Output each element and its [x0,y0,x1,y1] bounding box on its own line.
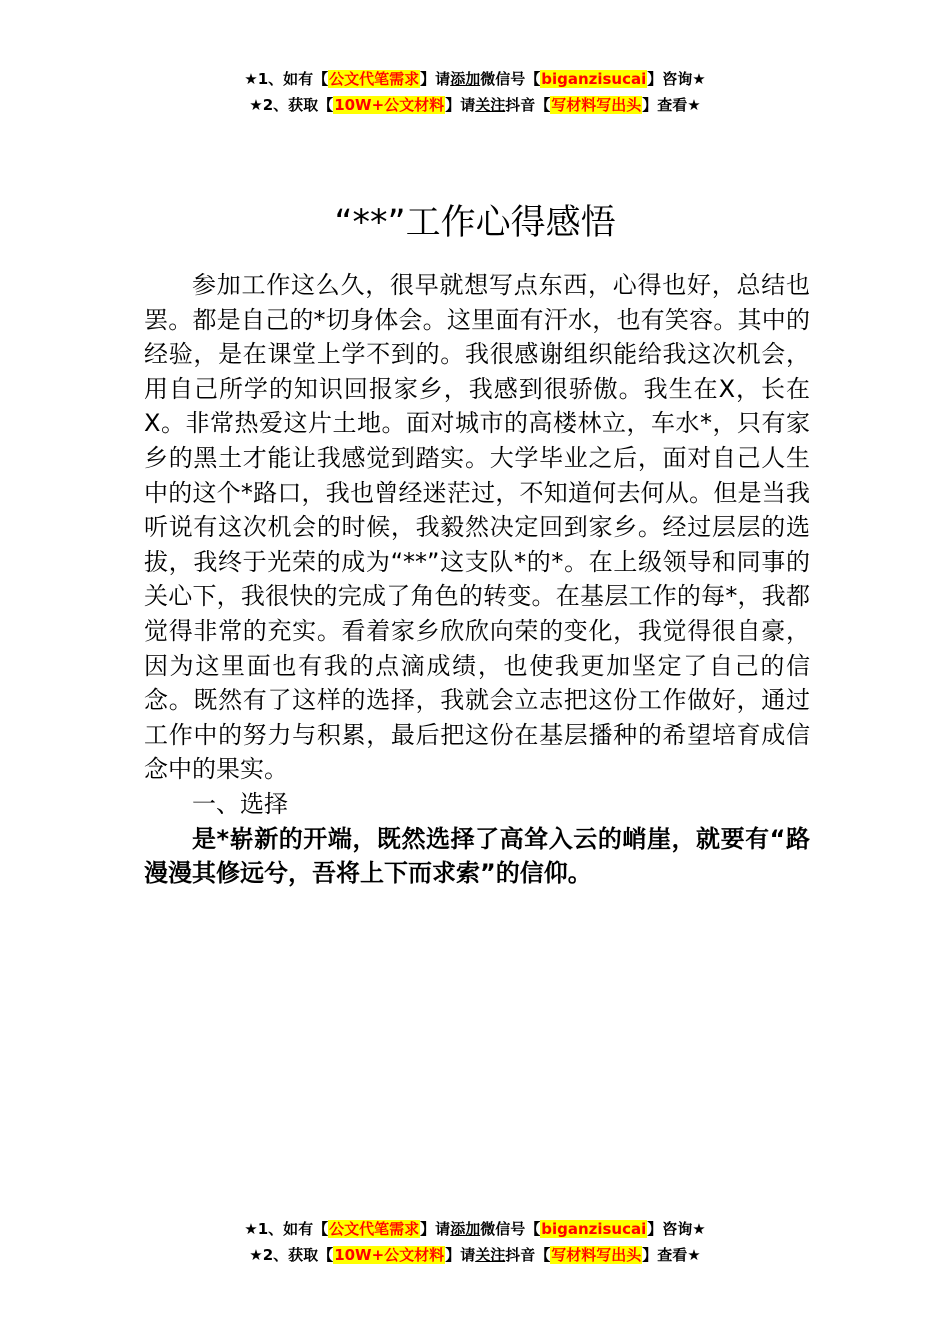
footer-ad-line-2 [0,1242,950,1268]
document-title: “**”工作心得感悟 [334,203,616,244]
ad-highlight: 10W+公文材料 [334,96,445,114]
ad-text: ★2、获取【 [249,96,334,114]
ad-underlined-text: 添加 [450,1220,481,1238]
ad-highlight: 公文代笔需求 [329,1220,420,1238]
ad-text: 抖音【 [505,96,551,114]
ad-text: 】查看★ [642,1246,701,1264]
document-body [144,268,810,891]
bold-paragraph: 是*崭新的开端，既然选择了高耸入云的峭崖，就要有“路漫漫其修远兮，吾将上下而求索”的信仰。 [144,824,810,888]
ad-douyin-id: 写材料写出头 [551,1246,642,1264]
ad-text: 抖音【 [505,1246,551,1264]
ad-text: ★1、如有【 [244,70,329,88]
ad-text: 】咨询★ [647,1220,706,1238]
ad-text: 】请 [445,1246,476,1264]
footer-ad-line-1 [0,1216,950,1242]
header-ad-line-1 [0,66,950,92]
ad-highlight: 10W+公文材料 [334,1246,445,1264]
ad-highlight: 公文代笔需求 [329,70,420,88]
ad-underlined-text: 关注 [475,1246,506,1264]
header-ad-line-2 [0,92,950,118]
ad-text: 】咨询★ [647,70,706,88]
ad-wechat-id: biganzisucai [541,70,647,88]
ad-underlined-text: 添加 [450,70,481,88]
body-paragraph: 参加工作这么久，很早就想写点东西，心得也好，总结也罢。都是自己的*切身体会。这里面有汗水，也有笑容。其中的经验，是在课堂上学不到的。我很感谢组织能给我这次机会，用自己所学的知识回报家乡，我感到很骄傲。我生在X，长在X。非常热爱这片土地。面对城市的高楼林立，车水*，只有家乡的黑土才能让我感觉到踏实。大学毕业之后，面对自己人生中的这个*路口，我也曾经迷茫过，不知道何去何从。但是当我听说有这次机会的时候，我毅然决定回到家乡。经过层层的选拔，我终于光荣的成为“**”这支队*的*。在上级领导和同事的关心下，我很快的完成了角色的转变。在基层工作的每*，我都觉得非常的充实。看着家乡欣欣向荣的变化，我觉得很自豪，因为这里面也有我的点滴成绩，也使我更加坚定了自己的信念。既然有了这样的选择，我就会立志把这份工作做好，通过工作中的努力与积累，最后把这份在基层播种的希望培育成信念中的果实。 [144,271,810,784]
ad-text: 】请 [445,96,476,114]
ad-douyin-id: 写材料写出头 [551,96,642,114]
ad-wechat-id: biganzisucai [541,1220,647,1238]
ad-text: 】请 [420,70,451,88]
header-ad [0,66,950,118]
ad-text: ★2、获取【 [249,1246,334,1264]
ad-text: 】请 [420,1220,451,1238]
ad-text: 微信号【 [480,70,541,88]
section-heading: 一、选择 [192,789,288,818]
ad-text: 】查看★ [642,96,701,114]
ad-text: ★1、如有【 [244,1220,329,1238]
footer-ad [0,1216,950,1268]
ad-underlined-text: 关注 [475,96,506,114]
ad-text: 微信号【 [480,1220,541,1238]
